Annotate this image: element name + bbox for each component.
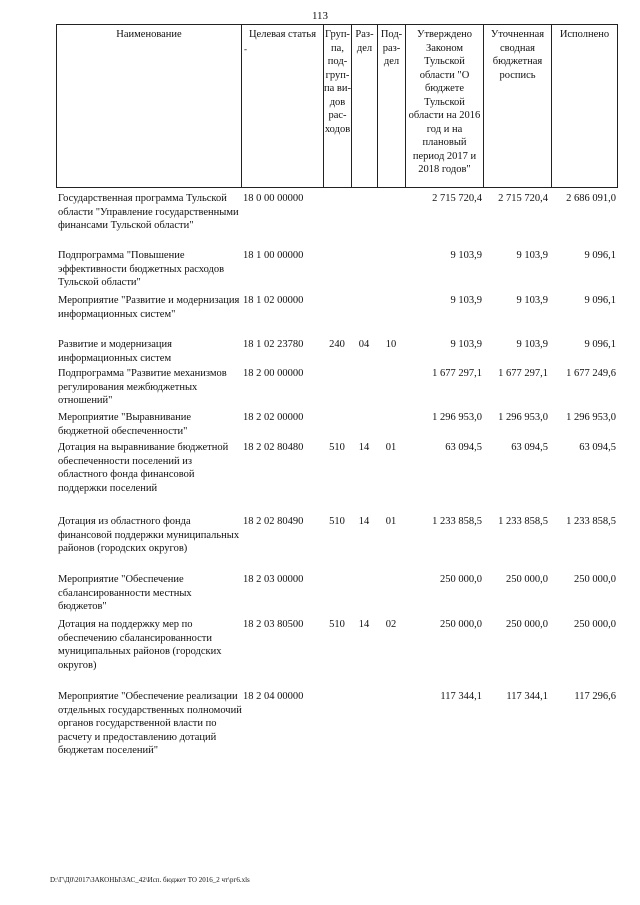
row-approved: 1 296 953,0	[432, 412, 482, 423]
row-approved: 63 094,5	[445, 442, 482, 453]
row-approved: 117 344,1	[440, 691, 482, 702]
row-name: Государственная программа Тульской области "Управление государственными финансами Тульской области"	[58, 193, 239, 231]
row-name: Развитие и модернизация информационных систем	[58, 339, 172, 364]
row-refined: 2 715 720,4	[498, 193, 548, 204]
page-number: 113	[311, 10, 329, 22]
row-executed: 117 296,6	[574, 691, 616, 702]
row-target: 18 2 04 00000	[243, 691, 304, 702]
row-target: 18 2 03 80500	[243, 619, 304, 630]
row-target: 18 2 00 00000	[243, 368, 304, 379]
row-name: Подпрограмма "Развитие механизмов регулирования межбюджетных отношений"	[58, 368, 227, 406]
row-subsection: 01	[385, 442, 397, 453]
row-executed: 250 000,0	[574, 619, 616, 630]
row-group: 510	[329, 516, 345, 527]
row-refined: 250 000,0	[506, 619, 548, 630]
row-executed: 250 000,0	[574, 574, 616, 585]
row-refined: 9 103,9	[516, 250, 548, 261]
header-target: Целевая статья	[241, 25, 323, 187]
row-name: Подпрограмма "Повышение эффективности бюджетных расходов Тульской области"	[58, 250, 225, 288]
row-refined: 1 233 858,5	[498, 516, 548, 527]
row-target: 18 1 02 00000	[243, 295, 304, 306]
row-executed: 1 233 858,5	[566, 516, 616, 527]
row-target: 18 0 00 00000	[243, 193, 304, 204]
header-approved: Утверждено Законом Тульской области "О бюджете Тульской области на 2016 год и на плановый период 2017 и 2018 годов"	[405, 25, 483, 187]
row-name: Дотация из областного фонда финансовой поддержки муниципальных районов (городских округов)	[58, 516, 240, 554]
row-refined: 250 000,0	[506, 574, 548, 585]
row-section: 04	[358, 339, 370, 350]
row-target: 18 2 02 80490	[243, 516, 304, 527]
row-name: Дотация на поддержку мер по обеспечению сбалансированности муниципальных районов (городских округов)	[58, 619, 222, 671]
header-section: Раз-дел	[351, 25, 377, 187]
row-group: 240	[329, 339, 345, 350]
row-target: 18 2 03 00000	[243, 574, 304, 585]
row-refined: 117 344,1	[506, 691, 548, 702]
row-name: Мероприятие "Развитие и модернизация информационных систем"	[58, 295, 240, 320]
row-refined: 63 094,5	[511, 442, 548, 453]
row-subsection: 10	[385, 339, 397, 350]
row-approved: 250 000,0	[440, 574, 482, 585]
row-target: 18 2 02 80480	[243, 442, 304, 453]
row-executed: 1 296 953,0	[566, 412, 616, 423]
row-section: 14	[358, 442, 370, 453]
row-executed: 9 096,1	[584, 339, 616, 350]
row-executed: 63 094,5	[579, 442, 616, 453]
row-target: 18 1 00 00000	[243, 250, 304, 261]
header-subsection: Под-раз-дел	[377, 25, 405, 187]
row-group: 510	[329, 442, 345, 453]
row-refined: 1 677 297,1	[498, 368, 548, 379]
row-executed: 9 096,1	[584, 250, 616, 261]
row-section: 14	[358, 619, 370, 630]
row-subsection: 01	[385, 516, 397, 527]
row-executed: 1 677 249,6	[566, 368, 616, 379]
row-name: Мероприятие "Выравнивание бюджетной обеспеченности"	[58, 412, 191, 437]
row-refined: 1 296 953,0	[498, 412, 548, 423]
row-subsection: 02	[385, 619, 397, 630]
row-target: 18 1 02 23780	[243, 339, 304, 350]
row-executed: 9 096,1	[584, 295, 616, 306]
footer-path: D:\Г\Д0\2017\ЗАКОНЫ\ЗАС_42\Исп. бюджет ТО 2016_2 чт\рг6.xls	[50, 876, 250, 884]
row-target: 18 2 02 00000	[243, 412, 304, 423]
row-name: Дотация на выравнивание бюджетной обеспеченности поселений из областного фонда финансовой поддержки поселений	[58, 442, 229, 494]
table-header	[56, 24, 618, 188]
row-executed: 2 686 091,0	[566, 193, 616, 204]
row-approved: 9 103,9	[450, 295, 482, 306]
row-name: Мероприятие "Обеспечение сбалансированности местных бюджетов"	[58, 574, 192, 612]
header-executed: Исполнено	[551, 25, 617, 187]
row-approved: 1 677 297,1	[432, 368, 482, 379]
row-refined: 9 103,9	[516, 295, 548, 306]
tick-mark: -	[244, 44, 247, 54]
row-group: 510	[329, 619, 345, 630]
row-approved: 1 233 858,5	[432, 516, 482, 527]
row-approved: 250 000,0	[440, 619, 482, 630]
header-name: Наименование	[116, 29, 182, 40]
header-group: Груп-па, под-груп-па ви-дов рас-ходов	[323, 25, 351, 187]
header-refined: Уточненная сводная бюджетная роспись	[483, 25, 551, 187]
row-refined: 9 103,9	[516, 339, 548, 350]
row-approved: 2 715 720,4	[432, 193, 482, 204]
row-name: Мероприятие "Обеспечение реализации отдельных государственных полномочий органов государственной власти по расчету и предоставлению дотаций бюджетам поселений"	[58, 691, 242, 756]
row-approved: 9 103,9	[450, 250, 482, 261]
row-section: 14	[358, 516, 370, 527]
row-approved: 9 103,9	[450, 339, 482, 350]
